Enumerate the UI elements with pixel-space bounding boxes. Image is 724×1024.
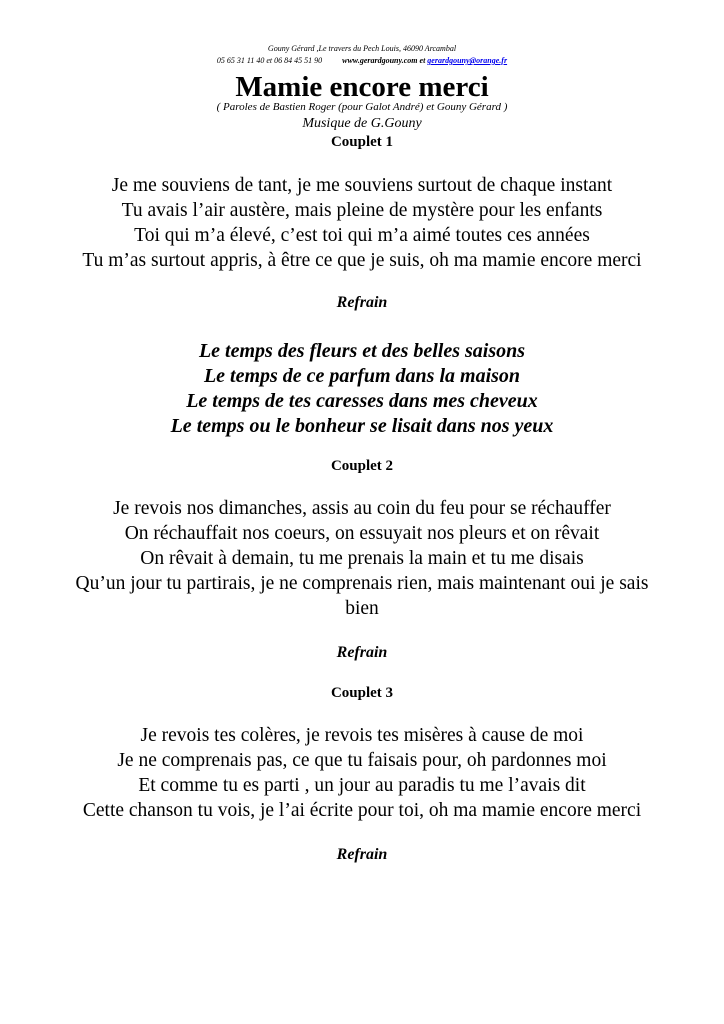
refrain2-heading: Refrain	[336, 644, 388, 661]
lyric-line: Tu avais l’air austère, mais pleine de mystère pour les enfants	[121, 200, 603, 221]
couplet3-heading: Couplet 3	[330, 685, 394, 701]
music-credit: Musique de G.Gouny	[302, 116, 422, 131]
lyric-line: bien	[345, 598, 379, 619]
lyric-line: Je revois nos dimanches, assis au coin du feu pour se réchauffer	[113, 498, 611, 519]
refrain-line: Le temps de tes caresses dans mes cheveux	[186, 390, 538, 412]
lyric-line: On rêvait à demain, tu me prenais la main et tu me disais	[140, 548, 584, 569]
refrain3-heading: Refrain	[336, 846, 388, 863]
lyric-line: Toi qui m’a élevé, c’est toi qui m’a aimé toutes ces années	[134, 225, 590, 246]
author-address: Gouny Gérard ,Le travers du Pech Louis, 46090 Arcambal	[267, 44, 457, 53]
email-link[interactable]: gerardgouny@orange.fr	[427, 56, 508, 65]
refrain1-stanza	[24, 339, 700, 439]
lyric-line: On réchauffait nos coeurs, on essuyait nos pleurs et on rêvait	[124, 523, 600, 544]
lyric-line: Je ne comprenais pas, ce que tu faisais pour, oh pardonnes moi	[117, 750, 607, 771]
website-text: www.gerardgouny.com et	[342, 56, 426, 65]
phone-numbers: 05 65 31 11 40 et 06 84 45 51 90	[216, 56, 323, 65]
lyric-line: Je revois tes colères, je revois tes misères à cause de moi	[140, 725, 584, 746]
couplet3-stanza	[24, 723, 700, 823]
lyric-line: Cette chanson tu vois, je l’ai écrite pour toi, oh ma mamie encore merci	[82, 800, 642, 821]
lyrics-credits: ( Paroles de Bastien Roger (pour Galot André) et Gouny Gérard )	[216, 101, 508, 113]
couplet2-stanza	[24, 496, 700, 621]
couplet1-stanza	[24, 173, 700, 273]
refrain-line: Le temps de ce parfum dans la maison	[203, 365, 521, 387]
lyric-line: Tu m’as surtout appris, à être ce que je suis, oh ma mamie encore merci	[82, 250, 642, 271]
couplet2-heading: Couplet 2	[330, 458, 394, 474]
refrain1-heading: Refrain	[336, 294, 388, 311]
refrain-line: Le temps ou le bonheur se lisait dans nos yeux	[170, 415, 554, 437]
lyric-line: Qu’un jour tu partirais, je ne comprenais rien, mais maintenant oui je sais	[75, 573, 649, 594]
lyric-line: Je me souviens de tant, je me souviens surtout de chaque instant	[111, 175, 613, 196]
contact-line	[0, 56, 724, 65]
lyric-line: Et comme tu es parti , un jour au paradis tu me l’avais dit	[138, 775, 586, 796]
song-title: Mamie encore merci	[235, 71, 489, 103]
refrain-line: Le temps des fleurs et des belles saisons	[198, 340, 526, 362]
couplet1-heading: Couplet 1	[330, 134, 394, 150]
